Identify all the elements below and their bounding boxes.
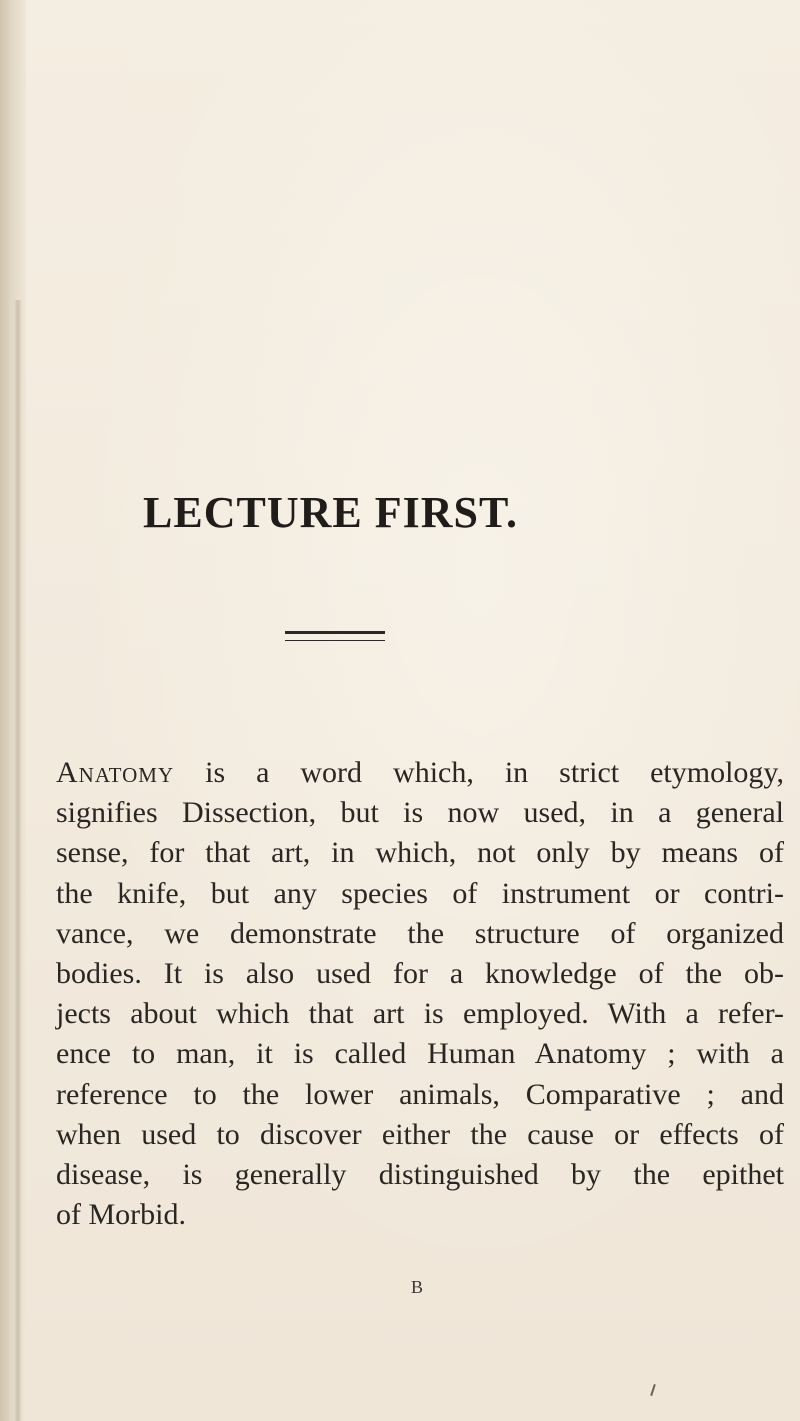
heading-rule-thick [285,631,385,634]
signature-mark: B [411,1277,424,1297]
text-line: disease, is generally distinguished by the epithet [56,1158,784,1192]
text-line: vance, we demonstrate the structure of organized [56,916,784,950]
text-line: Anatomy is a word which, in strict etymology, [56,756,784,789]
text-line: signifies Dissection, but is now used, in a general [56,796,784,830]
gutter-shadow [14,300,22,1421]
page-gutter [0,0,26,1421]
text-line: sense, for that art, in which, not only by means of [56,836,784,870]
heading-rule-thin [285,640,385,641]
text-line: when used to discover either the cause or effects of [56,1117,784,1151]
body-paragraph [56,753,784,1235]
lecture-heading: LECTURE FIRST. [143,488,519,537]
text-line: the knife, but any species of instrument or contri- [56,876,784,910]
text-line: jects about which that art is employed. With a refer- [56,997,784,1031]
text-line: ence to man, it is called Human Anatomy ; with a [56,1037,784,1071]
text-line: reference to the lower animals, Comparative ; and [56,1077,784,1111]
text-line: of Morbid. [56,1198,186,1232]
lead-word: Anatomy [56,756,175,789]
text-line: bodies. It is also used for a knowledge of the ob- [56,957,784,991]
page-speck [650,1384,656,1396]
